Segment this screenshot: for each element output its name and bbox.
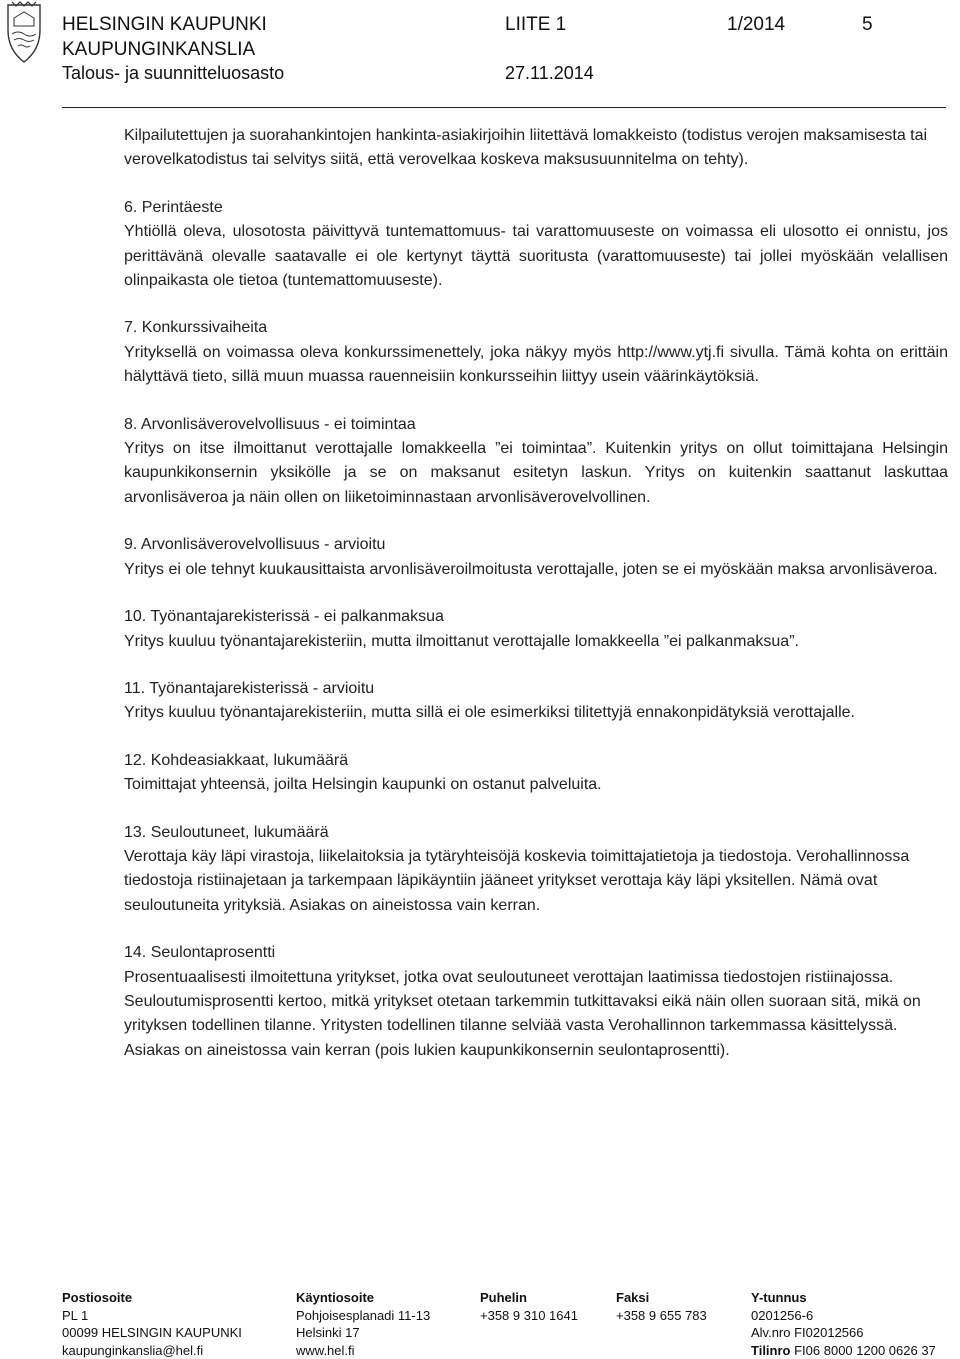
footer-account-number (751, 1342, 936, 1359)
footer-heading: Käyntiosoite (296, 1289, 430, 1307)
section-title: 10. Työnantajarekisterissä - ei palkanmaksua (124, 605, 948, 629)
footer-business-id (751, 1289, 936, 1359)
section-text: Yritys ei ole tehnyt kuukausittaista arvonlisäveroilmoitusta verottajalle, joten se ei myöskään maksa arvonlisäveroa. (124, 558, 948, 582)
footer-phone (480, 1289, 578, 1324)
section-10 (124, 605, 948, 654)
footer-street: Pohjoisesplanadi 11-13 (296, 1307, 430, 1325)
footer-postal-code: 00099 HELSINGIN KAUPUNKI (62, 1324, 242, 1342)
footer-heading: Puhelin (480, 1289, 578, 1307)
footer-heading: Y-tunnus (751, 1289, 936, 1307)
header-unit: Talous- ja suunnitteluosasto (62, 62, 284, 85)
footer-account-label: Tilinro (751, 1343, 790, 1358)
header-department: KAUPUNGINKANSLIA (62, 38, 255, 61)
helsinki-crest-logo (2, 0, 46, 66)
section-text: Yritys on itse ilmoittanut verottajalle lomakkeella ”ei toimintaa”. Kuitenkin yritys on ollut toimittajana Helsingin kaupunkikonsernin yksikölle ja se on maksanut esitetyn laskun. Yritys on kuitenkin saattanut laskuttaa arvonlisäveroa ja näin ollen on liiketoiminnastaan arvonlisäverovelvollinen. (124, 437, 948, 510)
section-9 (124, 533, 948, 582)
header-organization: HELSINGIN KAUPUNKI (62, 13, 267, 36)
section-title: 13. Seuloutuneet, lukumäärä (124, 821, 948, 845)
document-body (124, 124, 948, 1086)
section-text: Verottaja käy läpi virastoja, liikelaitoksia ja tytäryhteisöjä koskevia toimittajatietoja ja tiedostoja. Verohallinnossa tiedostoja ristiinajetaan ja tarkempaan läpikäyntiin jääneet yritykset verottaja käy läpi yksitellen. Nämä ovat seuloutuneita yrityksiä. Asiakas on aineistossa vain kerran. (124, 845, 948, 918)
footer-po-box: PL 1 (62, 1307, 242, 1325)
footer-email-link[interactable]: kaupunginkanslia@hel.fi (62, 1342, 242, 1359)
section-11 (124, 677, 948, 726)
section-title: 11. Työnantajarekisterissä - arvioitu (124, 677, 948, 701)
header-page-number: 5 (862, 13, 873, 36)
section-8 (124, 413, 948, 511)
section-title: 14. Seulontaprosentti (124, 941, 948, 965)
section-title: 8. Arvonlisäverovelvollisuus - ei toimintaa (124, 413, 948, 437)
footer-visiting-address (296, 1289, 430, 1359)
footer-fax-number: +358 9 655 783 (616, 1307, 707, 1325)
section-title: 7. Konkurssivaiheita (124, 316, 948, 340)
footer-website-link[interactable]: www.hel.fi (296, 1342, 430, 1359)
section-title: 12. Kohdeasiakkaat, lukumäärä (124, 749, 948, 773)
footer-vat-number: Alv.nro FI02012566 (751, 1324, 936, 1342)
section-text: Yhtiöllä oleva, ulosotosta päivittyvä tuntemattomuus- tai varattomuuseste on voimassa eli ulosotto ei onnistu, jos perittävänä olevalle saatavalle ei ole kertynyt täyttä suoritusta (varattomuuseste) tai jollei myöskään velallisen olinpaikasta ole tietoa (tuntemattomuuseste). (124, 220, 948, 293)
section-text: Yritys kuuluu työnantajarekisteriin, mutta sillä ei ole esimerkiksi tilitettyjä ennakonpidätyksiä verottajalle. (124, 701, 948, 725)
footer-postal-address (62, 1289, 242, 1359)
footer-business-id-value: 0201256-6 (751, 1307, 936, 1325)
section-text: Prosentuaalisesti ilmoitettuna yritykset, jotka ovat seuloutuneet verottajan laatimissa tiedostojen ristiinajossa. Seuloutumisprosentti kertoo, mitkä yritykset otetaan tarkemmin tutkittavaksi eikä näin ollen suoraan sitä, mikä on yrityksen todellinen tilanne. Yritysten todellinen tilanne selviää vasta Verohallinnon tarkemmassa käsittelyssä. Asiakas on aineistossa vain kerran (pois lukien kaupunkikonsernin seulontaprosentti). (124, 966, 948, 1064)
section-text: Yritys kuuluu työnantajarekisteriin, mutta ilmoittanut verottajalle lomakkeella ”ei palkanmaksua”. (124, 630, 948, 654)
section-6 (124, 196, 948, 294)
footer-city: Helsinki 17 (296, 1324, 430, 1342)
section-7 (124, 316, 948, 389)
footer-heading: Faksi (616, 1289, 707, 1307)
section-text: Toimittajat yhteensä, joilta Helsingin kaupunki on ostanut palveluita. (124, 773, 948, 797)
section-title: 6. Perintäeste (124, 196, 948, 220)
footer-account-value: FI06 8000 1200 0626 37 (794, 1343, 936, 1358)
section-13 (124, 821, 948, 919)
section-12 (124, 749, 948, 798)
header-date: 27.11.2014 (505, 62, 594, 85)
section-text: Yrityksellä on voimassa oleva konkurssimenettely, joka näkyy myös http://www.ytj.fi sivulla. Tämä kohta on erittäin hälyttävä tieto, sillä muun muassa rauenneisiin konkursseihin liittyy usein väärinkäytöksiä. (124, 341, 948, 390)
footer-heading: Postiosoite (62, 1289, 242, 1307)
section-14 (124, 941, 948, 1063)
header-doc-number: 1/2014 (727, 13, 785, 36)
section-title: 9. Arvonlisäverovelvollisuus - arvioitu (124, 533, 948, 557)
footer-fax (616, 1289, 707, 1324)
footer-phone-number: +358 9 310 1641 (480, 1307, 578, 1325)
header-divider (62, 107, 946, 108)
intro-paragraph: Kilpailutettujen ja suorahankintojen hankinta-asiakirjoihin liitettävä lomakkeisto (todistus verojen maksamisesta tai verovelkatodistus tai selvitys siitä, että verovelkaa koskeva maksusuunnitelma on tehty). (124, 124, 948, 173)
header-attachment: LIITE 1 (505, 13, 566, 36)
